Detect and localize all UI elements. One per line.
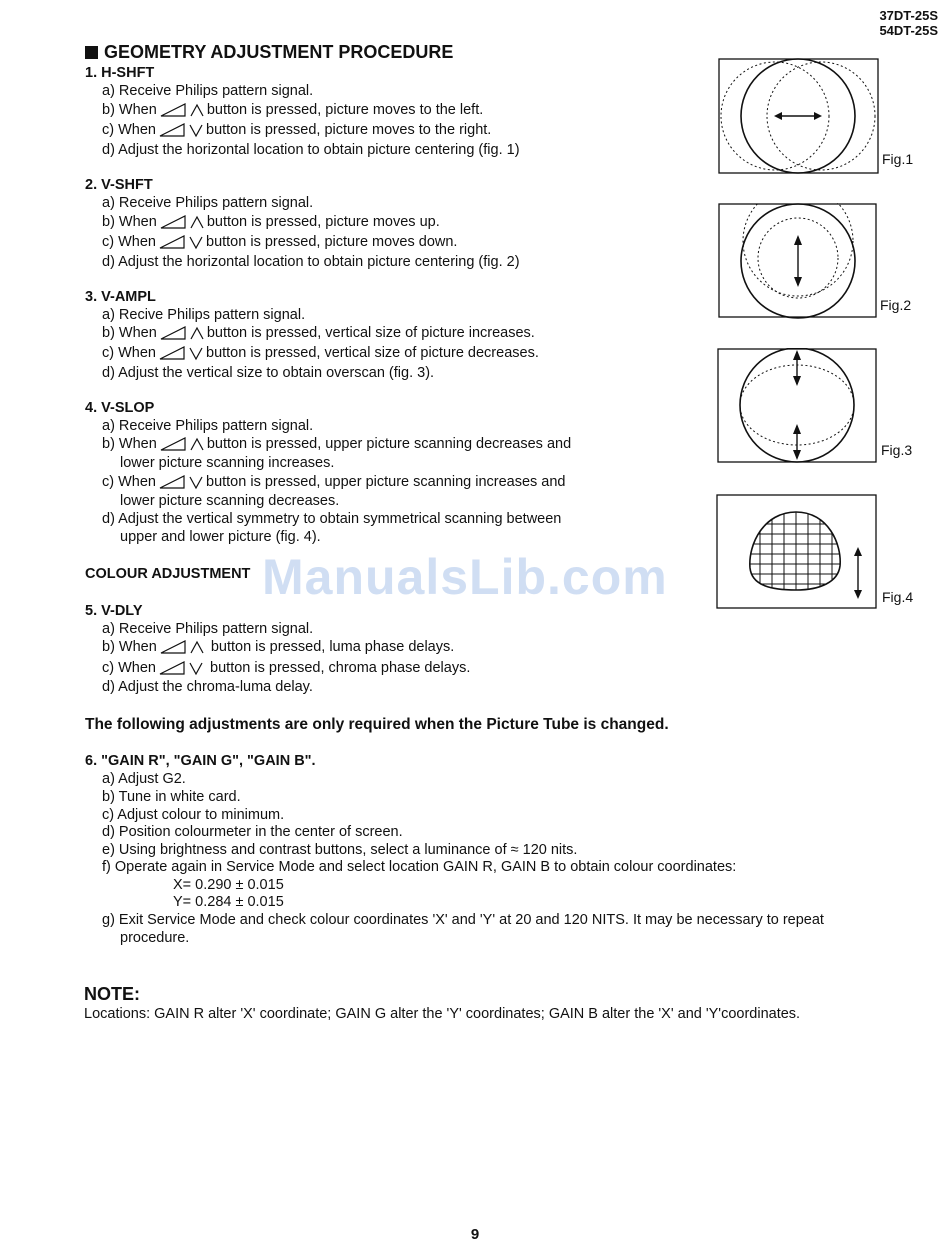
section-heading-h-shft: 1. H-SHFT xyxy=(85,65,155,81)
step-text: c) When button is pressed, picture moves down. xyxy=(102,234,458,250)
step-text: c) When button is pressed, chroma phase delays. xyxy=(102,660,471,676)
watermark: ManualsLib.com xyxy=(262,549,668,605)
volume-up-button-icon xyxy=(159,102,205,118)
step-text: a) Receive Philips pattern signal. xyxy=(102,195,314,211)
step-text: e) Using brightness and contrast buttons, select a luminance of ≈ 120 nits. xyxy=(102,842,578,858)
fig4-label: Fig.4 xyxy=(882,589,914,605)
page-number: 9 xyxy=(470,1226,480,1243)
step-text: d) Adjust the horizontal location to obtain picture centering (fig. 1) xyxy=(102,142,520,158)
step-text: d) Adjust the horizontal location to obtain picture centering (fig. 2) xyxy=(102,254,520,270)
step-text: d) Adjust the chroma-luma delay. xyxy=(102,679,313,695)
fig1-diagram xyxy=(718,58,880,176)
picture-tube-note: The following adjustments are only required when the Picture Tube is changed. xyxy=(85,716,669,733)
volume-down-button-icon xyxy=(158,122,204,138)
colour-adjustment-heading: COLOUR ADJUSTMENT xyxy=(85,566,251,582)
square-bullet-icon xyxy=(85,46,98,59)
note-text: Locations: GAIN R alter 'X' coordinate; GAIN G alter the 'Y' coordinates; GAIN B alter the 'X' and 'Y'coordinates. xyxy=(84,1006,801,1022)
step-text: procedure. xyxy=(120,930,190,946)
step-text: b) When button is pressed, vertical size of picture increases. xyxy=(102,325,535,341)
fig2-label: Fig.2 xyxy=(880,297,912,313)
step-text: b) When button is pressed, upper picture scanning decreases and xyxy=(102,436,572,452)
step-text: c) When button is pressed, picture moves to the right. xyxy=(102,122,492,138)
step-text: a) Receive Philips pattern signal. xyxy=(102,83,314,99)
step-text: c) Adjust colour to minimum. xyxy=(102,807,285,823)
step-text: f) Operate again in Service Mode and select location GAIN R, GAIN B to obtain colour coordinates: xyxy=(102,859,737,875)
section-heading-v-slop: 4. V-SLOP xyxy=(85,400,155,416)
step-text: lower picture scanning increases. xyxy=(120,455,335,471)
volume-up-button-icon xyxy=(159,325,205,341)
step-text: d) Adjust the vertical size to obtain overscan (fig. 3). xyxy=(102,365,435,381)
section-heading-gain: 6. "GAIN R", "GAIN G", "GAIN B". xyxy=(85,753,316,769)
volume-up-button-icon xyxy=(159,214,205,230)
fig4-diagram xyxy=(716,494,880,612)
step-text: c) When button is pressed, upper picture scanning increases and xyxy=(102,474,566,490)
step-text: a) Receive Philips pattern signal. xyxy=(102,418,314,434)
step-text: upper and lower picture (fig. 4). xyxy=(120,529,321,545)
coordinate-x: X= 0.290 ± 0.015 xyxy=(173,877,284,893)
section-heading-v-ampl: 3. V-AMPL xyxy=(85,289,156,305)
model-number-2: 54DT-25S xyxy=(879,23,938,38)
step-text: d) Adjust the vertical symmetry to obtain symmetrical scanning between xyxy=(102,511,562,527)
step-text: b) When button is pressed, picture moves to the left. xyxy=(102,102,484,118)
coordinate-y: Y= 0.284 ± 0.015 xyxy=(173,894,284,910)
volume-down-button-icon xyxy=(158,660,204,676)
step-text: lower picture scanning decreases. xyxy=(120,493,340,509)
step-text: b) Tune in white card. xyxy=(102,789,241,805)
fig3-label: Fig.3 xyxy=(881,442,913,458)
fig3-diagram xyxy=(717,348,879,466)
step-text: a) Receive Philips pattern signal. xyxy=(102,621,314,637)
volume-up-button-icon xyxy=(159,639,205,655)
fig1-label: Fig.1 xyxy=(882,151,914,167)
volume-up-button-icon xyxy=(159,436,205,452)
volume-down-button-icon xyxy=(158,234,204,250)
volume-down-button-icon xyxy=(158,474,204,490)
note-heading: NOTE: xyxy=(84,984,140,1004)
step-text: b) When button is pressed, picture moves up. xyxy=(102,214,440,230)
step-text: g) Exit Service Mode and check colour coordinates 'X' and 'Y' at 20 and 120 NITS. It may be necessary to repeat xyxy=(102,912,824,928)
volume-down-button-icon xyxy=(158,345,204,361)
step-text: b) When button is pressed, luma phase delays. xyxy=(102,639,455,655)
section-heading-v-dly: 5. V-DLY xyxy=(85,603,143,619)
step-text: d) Position colourmeter in the center of screen. xyxy=(102,824,403,840)
model-number-1: 37DT-25S xyxy=(879,8,938,23)
page-title: GEOMETRY ADJUSTMENT PROCEDURE xyxy=(85,42,453,63)
step-text: a) Recive Philips pattern signal. xyxy=(102,307,306,323)
section-heading-v-shft: 2. V-SHFT xyxy=(85,177,153,193)
fig2-diagram xyxy=(718,203,880,321)
step-text: a) Adjust G2. xyxy=(102,771,186,787)
step-text: c) When button is pressed, vertical size of picture decreases. xyxy=(102,345,539,361)
